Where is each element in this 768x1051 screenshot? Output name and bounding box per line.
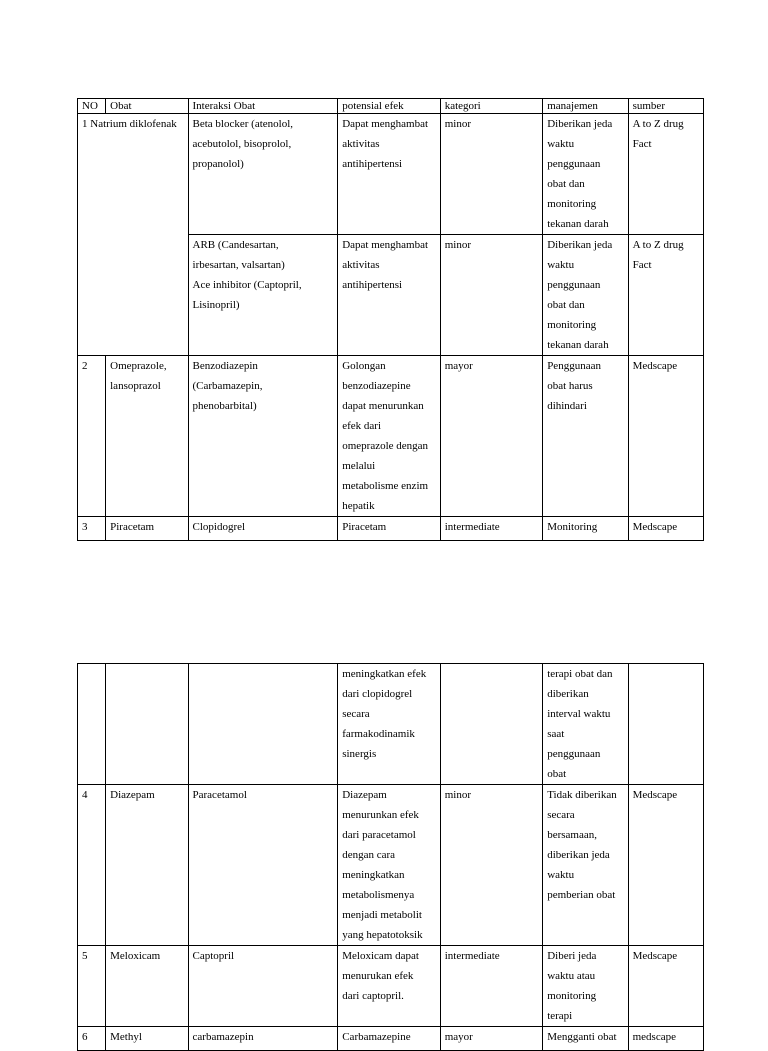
cell-sumber: Medscape xyxy=(628,517,703,541)
cell-manajemen: Diberikan jeda waktu penggunaan obat dan monitoring tekanan darah xyxy=(543,235,628,356)
cell-kategori: minor xyxy=(440,114,542,235)
cell-manajemen: Diberikan jeda waktu penggunaan obat dan monitoring tekanan darah xyxy=(543,114,628,235)
cell-no xyxy=(78,664,106,785)
cell-no: 2 xyxy=(78,356,106,517)
cell-obat: Omeprazole, lansoprazol xyxy=(106,356,188,517)
table-row xyxy=(78,1027,704,1051)
cell-sumber: A to Z drug Fact xyxy=(628,114,703,235)
table-row xyxy=(78,946,704,1027)
cell-sumber: Medscape xyxy=(628,356,703,517)
cell-interaksi: Beta blocker (atenolol, acebutolol, bisoprolol, propanolol) xyxy=(188,114,338,235)
cell-obat: Meloxicam xyxy=(106,946,188,1027)
cell-efek: Diazepam menurunkan efek dari paracetamol dengan cara meningkatkan metabolismenya menjadi metabolit yang hepatotoksik xyxy=(338,785,440,946)
cell-efek: meningkatkan efek dari clopidogrel secara farmakodinamik sinergis xyxy=(338,664,440,785)
cell-sumber: medscape xyxy=(628,1027,703,1051)
cell-efek: Golongan benzodiazepine dapat menurunkan efek dari omeprazole dengan melalui metabolisme enzim hepatik xyxy=(338,356,440,517)
cell-no-obat: 1 Natrium diklofenak xyxy=(78,114,189,356)
cell-obat xyxy=(106,664,188,785)
cell-efek: Meloxicam dapat menurukan efek dari captopril. xyxy=(338,946,440,1027)
cell-kategori xyxy=(440,664,542,785)
table-row xyxy=(78,356,704,517)
header-kategori: kategori xyxy=(440,99,542,114)
table-row xyxy=(78,517,704,541)
table-header-row xyxy=(78,99,704,114)
cell-kategori: mayor xyxy=(440,1027,542,1051)
cell-interaksi: Paracetamol xyxy=(188,785,338,946)
cell-manajemen: Tidak diberikan secara bersamaan, diberikan jeda waktu pemberian obat xyxy=(543,785,628,946)
table-row xyxy=(78,785,704,946)
cell-obat: Methyl xyxy=(106,1027,188,1051)
cell-kategori: intermediate xyxy=(440,946,542,1027)
header-interaksi: Interaksi Obat xyxy=(188,99,338,114)
cell-kategori: minor xyxy=(440,235,542,356)
cell-obat: Diazepam xyxy=(106,785,188,946)
cell-manajemen: Penggunaan obat harus dihindari xyxy=(543,356,628,517)
header-manajemen: manajemen xyxy=(543,99,628,114)
cell-manajemen: Diberi jeda waktu atau monitoring terapi xyxy=(543,946,628,1027)
cell-interaksi: Benzodiazepin (Carbamazepin, phenobarbital) xyxy=(188,356,338,517)
header-sumber: sumber xyxy=(628,99,703,114)
cell-obat: Piracetam xyxy=(106,517,188,541)
cell-manajemen: Monitoring xyxy=(543,517,628,541)
cell-kategori: minor xyxy=(440,785,542,946)
cell-efek: Dapat menghambat aktivitas antihipertensi xyxy=(338,235,440,356)
header-no: NO xyxy=(78,99,106,114)
drug-interaction-table xyxy=(77,98,704,541)
cell-efek: Piracetam xyxy=(338,517,440,541)
cell-interaksi xyxy=(188,664,338,785)
cell-efek: Dapat menghambat aktivitas antihipertensi xyxy=(338,114,440,235)
cell-interaksi: Captopril xyxy=(188,946,338,1027)
cell-kategori: mayor xyxy=(440,356,542,517)
drug-interaction-table-continued xyxy=(77,663,704,1051)
header-obat: Obat xyxy=(106,99,188,114)
cell-kategori: intermediate xyxy=(440,517,542,541)
cell-no: 6 xyxy=(78,1027,106,1051)
cell-no: 3 xyxy=(78,517,106,541)
cell-interaksi: carbamazepin xyxy=(188,1027,338,1051)
cell-interaksi: Clopidogrel xyxy=(188,517,338,541)
cell-manajemen: Mengganti obat xyxy=(543,1027,628,1051)
cell-no: 4 xyxy=(78,785,106,946)
cell-efek: Carbamazepine xyxy=(338,1027,440,1051)
cell-no: 5 xyxy=(78,946,106,1027)
cell-manajemen: terapi obat dan diberikan interval waktu saat penggunaan obat xyxy=(543,664,628,785)
header-efek: potensial efek xyxy=(338,99,440,114)
cell-interaksi: ARB (Candesartan, irbesartan, valsartan) Ace inhibitor (Captopril, Lisinopril) xyxy=(188,235,338,356)
cell-sumber: A to Z drug Fact xyxy=(628,235,703,356)
table-row xyxy=(78,664,704,785)
cell-sumber xyxy=(628,664,703,785)
cell-sumber: Medscape xyxy=(628,785,703,946)
table-row xyxy=(78,114,704,235)
cell-sumber: Medscape xyxy=(628,946,703,1027)
